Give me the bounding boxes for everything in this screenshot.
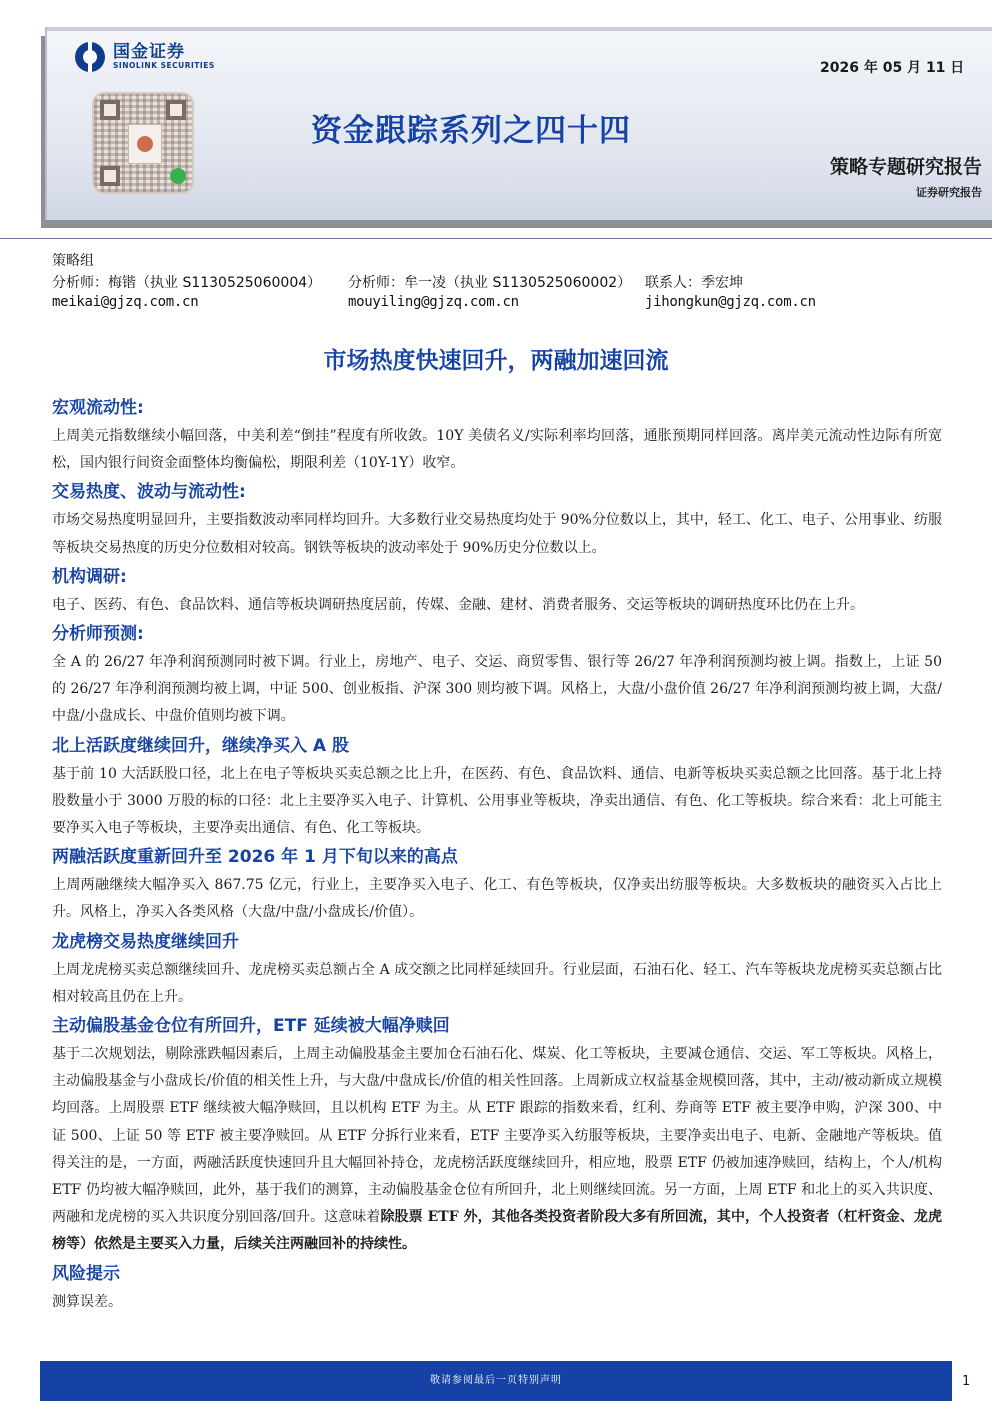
section-body-risk: 测算误差。 (52, 1293, 122, 1310)
qr-center-logo (128, 124, 162, 164)
logo-text (113, 44, 215, 70)
logo-cn: 国金证券 (113, 42, 185, 63)
author-2-email[interactable]: mouyiling@gjzq.com.cn (348, 294, 519, 310)
qr-corner (100, 166, 120, 186)
section-body-northbound: 基于前 10 大活跃股口径，北上在电子等板块买卖总额之比上升，在医药、有色、食品饮料、通信、电新等板块买卖总额之比回落。基于北上持股数量小于 3000 万股的标的口径：北上主要净买入电子、计算机、公用事业等板块，净卖出通信、有色、化工等板块。综合来看：北上可能主要净买入电子等板块，主要净卖出通信、有色、化工等板块。 (52, 765, 942, 837)
section-heading-analyst: 分析师预测: (52, 624, 144, 645)
author-3-title: 联系人：季宏坤 (645, 275, 743, 291)
company-logo (75, 42, 215, 72)
report-type: 策略专题研究报告 (829, 156, 982, 178)
qr-corner (166, 100, 186, 120)
footer-disclaimer-link[interactable]: 敬请参阅最后一页特别声明 (430, 1375, 562, 1386)
qr-badge-icon (170, 168, 186, 184)
section-heading-funds: 主动偏股基金仓位有所回升，ETF 延续被大幅净赎回 (52, 1016, 450, 1037)
section-heading-institutional: 机构调研: (52, 566, 127, 587)
report-content (52, 393, 942, 1316)
author-1-title: 分析师：梅锴（执业 S1130525060004） (52, 275, 322, 291)
section-body-analyst: 全 A 的 26/27 年净利润预测同时被下调。行业上，房地产、电子、交运、商贸零售、银行等 26/27 年净利润预测均被上调。指数上，上证 50 的 26/27 年净利润预测均被上调，中证 500、创业板指、沪深 300 则均被下调。风格上，大盘/小盘价值 26/27 年净利润预测均被上调，大盘/中盘/小盘成长、中盘价值则均被下调。 (52, 654, 942, 725)
section-heading-trading: 交易热度、波动与流动性: (52, 482, 246, 503)
section-heading-risk: 风险提示 (52, 1263, 120, 1284)
research-group: 策略组 (52, 253, 94, 269)
section-body-institutional: 电子、医药、有色、食品饮料、通信等板块调研热度居前，传媒、金融、建材、消费者服务、交运等板块的调研热度环比仍在上升。 (52, 596, 864, 613)
section-body-funds (52, 1041, 942, 1259)
author-2-title: 分析师：牟一凌（执业 S1130525060002） (348, 275, 632, 291)
section-body-margin: 上周两融继续大幅净买入 867.75 亿元，行业上，主要净买入电子、化工、有色等板块，仅净卖出纺服等板块。大多数板块的融资买入占比上升。风格上，净买入各类风格（大盘/中盘/小盘成长/价值）。 (52, 877, 942, 921)
section-body-trading: 市场交易热度明显回升，主要指数波动率同样均回升。大多数行业交易热度均处于 90%分位数以上，其中，轻工、化工、电子、公用事业、纺服等板块交易热度的历史分位数相对较高。钢铁等板块的波动率处于 90%历史分位数以上。 (52, 512, 942, 556)
logo-mark-icon (75, 42, 105, 72)
header-divider (0, 238, 992, 239)
report-date: 2026 年 05 月 11 日 (820, 60, 965, 76)
section-heading-dragon-tiger: 龙虎榜交易热度继续回升 (52, 931, 239, 952)
section-body-macro: 上周美元指数继续小幅回落，中美利差“倒挂”程度有所收敛。10Y 美债名义/实际利率均回落，通胀预期同样回落。离岸美元流动性边际有所宽松，国内银行间资金面整体均衡偏松，期限利差（10Y-1Y）收窄。 (52, 428, 942, 472)
section-body-funds-text: 基于二次规划法，剔除涨跌幅因素后，上周主动偏股基金主要加仓石油石化、煤炭、化工等板块，主要减仓通信、交运、军工等板块。风格上，主动偏股基金与小盘成长/价值的相关性上升，与大盘/中盘成长/价值的相关性回落。上周新成立权益基金规模回落，其中，主动/被动新成立规模均回落。上周股票 ETF 继续被大幅净赎回，且以机构 ETF 为主。从 ETF 跟踪的指数来看，红利、券商等 ETF 被主要净申购，沪深 300、中证 500、上证 50 等 ETF 被主要净赎回。从 ETF 分拆行业来看，ETF 主要净买入纺服等板块，主要净卖出电子、电新、金融地产等板块。值得关注的是，一方面，两融活跃度快速回升且大幅回补持仓，龙虎榜活跃度继续回升，相应地，股票 ETF 仍被加速净赎回，结构上，个人/机构 ETF 仍均被大幅净赎回，此外，基于我们的测算，主动偏股基金仓位有所回升，北上则继续回流。另一方面，上周 ETF 和北上的买入共识度、两融和龙虎榜的买入共识度分别回落/回升。这意味着 (52, 1046, 942, 1226)
author-3-email[interactable]: jihongkun@gjzq.com.cn (645, 294, 816, 310)
section-body-funds-bold: 除股票 ETF 外，其他各类投资者阶段大多有所回流，其中，个人投资者（杠杆资金、龙虎榜等）依然是主要买入力量，后续关注两融回补的持续性。 (52, 1209, 943, 1253)
logo-en: SINOLINK SECURITIES (113, 60, 215, 70)
report-subtype: 证券研究报告 (916, 186, 982, 199)
section-heading-northbound: 北上活跃度继续回升，继续净买入 A 股 (52, 735, 349, 756)
qr-corner (100, 100, 120, 120)
qr-code-icon (92, 92, 194, 194)
series-title: 资金跟踪系列之四十四 (311, 113, 631, 149)
qr-center-dot (137, 136, 153, 152)
section-heading-macro: 宏观流动性: (52, 398, 144, 418)
section-heading-margin: 两融活跃度重新回升至 2026 年 1 月下旬以来的高点 (52, 847, 458, 868)
author-1-email[interactable]: meikai@gjzq.com.cn (52, 294, 199, 310)
section-body-dragon-tiger: 上周龙虎榜买卖总额继续回升、龙虎榜买卖总额占全 A 成交额之比同样延续回升。行业层面，石油石化、轻工、汽车等板块龙虎榜买卖总额占比相对较高且仍在上升。 (52, 961, 942, 1005)
page-number: 1 (962, 1374, 971, 1389)
main-title: 市场热度快速回升，两融加速回流 (323, 348, 669, 374)
header-topbar (47, 27, 992, 31)
